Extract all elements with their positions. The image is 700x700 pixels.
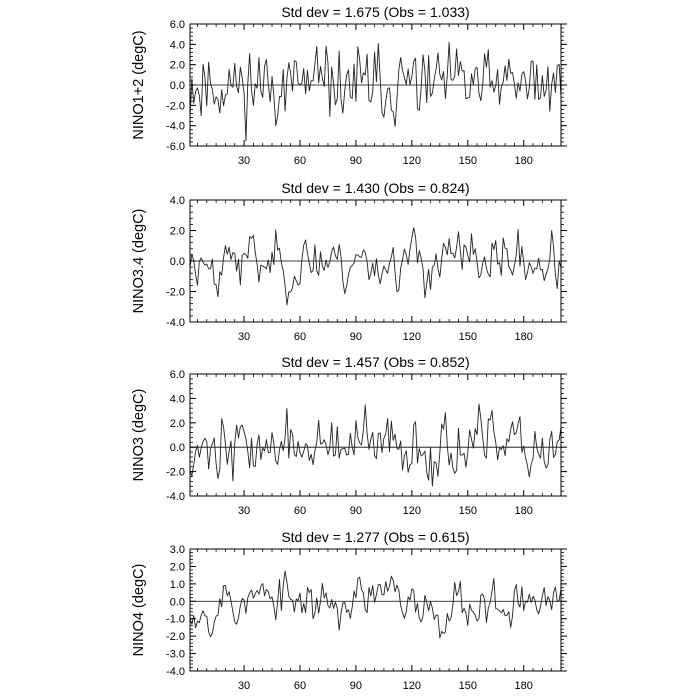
- panel-4: [131, 529, 567, 692]
- y-tick-label: 3.0: [169, 544, 185, 556]
- y-tick-label: 2.0: [169, 225, 185, 238]
- y-tick-label: 4.0: [169, 393, 185, 406]
- panel-2: [131, 180, 567, 343]
- x-tick-label: 120: [402, 331, 422, 343]
- y-axis-label: NINO3.4 (degC): [131, 208, 147, 314]
- y-axis-label: NINO1+2 (degC): [131, 30, 147, 140]
- y-axis-label: NINO3 (degC): [131, 388, 147, 482]
- x-tick-label: 30: [237, 680, 251, 692]
- y-tick-label: 0.0: [169, 596, 185, 609]
- panel-3: [131, 354, 567, 517]
- x-tick-label: 150: [458, 505, 477, 517]
- x-tick-label: 60: [293, 505, 307, 517]
- panel-title: Std dev = 1.675 (Obs = 1.033): [281, 4, 470, 20]
- x-tick-label: 90: [349, 505, 363, 517]
- y-tick-label: -2.0: [166, 631, 185, 644]
- panel-title: Std dev = 1.457 (Obs = 0.852): [281, 354, 470, 370]
- x-tick-label: 150: [458, 155, 477, 167]
- y-tick-label: -2.0: [166, 466, 185, 479]
- plot-frame: [190, 374, 561, 496]
- y-tick-label: -4.0: [166, 491, 185, 503]
- x-tick-label: 90: [349, 155, 363, 167]
- y-tick-label: -4.0: [166, 317, 185, 329]
- x-tick-label: 120: [402, 680, 422, 692]
- y-tick-label: 6.0: [169, 369, 185, 381]
- y-tick-label: 0.0: [169, 256, 185, 268]
- y-tick-label: 2.0: [169, 59, 185, 72]
- x-tick-label: 30: [237, 505, 251, 517]
- y-tick-label: -2.0: [166, 286, 185, 299]
- panel-title: Std dev = 1.430 (Obs = 0.824): [281, 180, 470, 196]
- x-tick-label: 90: [349, 331, 363, 343]
- x-tick-label: 30: [237, 331, 251, 343]
- x-tick-label: 60: [293, 155, 307, 167]
- y-tick-label: -1.0: [166, 613, 185, 626]
- x-tick-label: 180: [514, 680, 533, 692]
- y-axis-label: NINO4 (degC): [131, 563, 147, 657]
- x-tick-label: 180: [514, 505, 533, 517]
- y-tick-label: 4.0: [169, 195, 185, 207]
- y-tick-label: 4.0: [169, 39, 185, 52]
- x-tick-label: 120: [402, 505, 422, 517]
- y-tick-label: 1.0: [169, 578, 185, 591]
- y-tick-label: 6.0: [169, 19, 185, 31]
- series-line-NINO4: [190, 571, 561, 638]
- x-tick-label: 150: [458, 331, 477, 343]
- y-tick-label: -6.0: [166, 141, 185, 153]
- y-tick-label: -3.0: [166, 648, 185, 661]
- y-tick-label: 0.0: [169, 80, 185, 92]
- series-line-NINO3.4: [190, 228, 561, 305]
- x-tick-label: 120: [402, 155, 422, 167]
- y-tick-label: 2.0: [169, 417, 185, 430]
- x-tick-label: 60: [293, 331, 307, 343]
- y-tick-label: -4.0: [166, 120, 185, 133]
- series-line-NINO3: [190, 404, 561, 486]
- x-tick-label: 180: [514, 331, 533, 343]
- series-line-NINO1+2: [190, 42, 561, 141]
- y-tick-label: -4.0: [166, 666, 185, 678]
- y-tick-label: 0.0: [169, 442, 185, 455]
- panel-1: [131, 4, 567, 167]
- y-tick-label: 2.0: [169, 561, 185, 574]
- y-tick-label: -2.0: [166, 100, 185, 113]
- x-tick-label: 180: [514, 155, 533, 167]
- x-tick-label: 90: [349, 680, 363, 692]
- panel-title: Std dev = 1.277 (Obs = 0.615): [281, 529, 470, 545]
- x-tick-label: 150: [458, 680, 477, 692]
- x-tick-label: 60: [293, 680, 307, 692]
- x-tick-label: 30: [237, 155, 251, 167]
